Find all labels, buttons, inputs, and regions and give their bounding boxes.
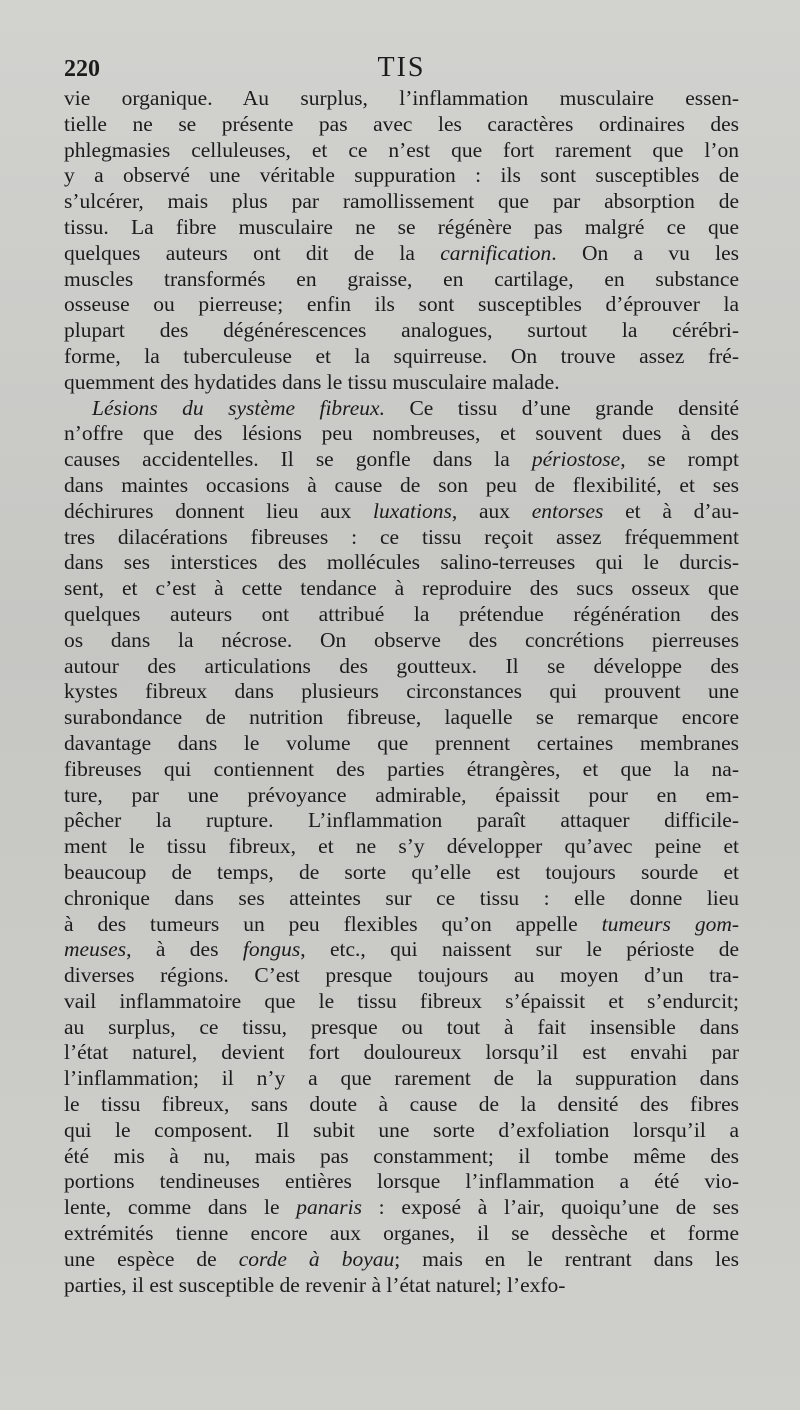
text-line: tissu. La fibre musculaire ne se régénère pas malgré ce que [64, 214, 739, 239]
text-line: tres dilacérations fibreuses : ce tissu reçoit assez fréquemment [64, 524, 739, 549]
text-line: été mis à nu, mais pas constamment; il tombe même des [64, 1143, 739, 1168]
text-line: phlegmasies celluleuses, et ce n’est que fort rarement que l’on [64, 137, 739, 162]
text-line: vail inflammatoire que le tissu fibreux s’épaissit et s’endurcit; [64, 988, 739, 1013]
text-line: sent, et c’est à cette tendance à reproduire des sucs osseux que [64, 576, 739, 601]
text-line: n’offre que des lésions peu nombreuses, et souvent dues à des [64, 421, 739, 446]
text-line: portions tendineuses entières lorsque l’inflammation a été vio- [64, 1169, 739, 1194]
text-line: qui le composent. Il subit une sorte d’exfoliation lorsqu’il a [64, 1117, 739, 1142]
text-line: à des tumeurs un peu flexibles qu’on appelle tumeurs gom- [64, 911, 739, 936]
text-line: osseuse ou pierreuse; enfin ils sont susceptibles d’éprouver la [64, 292, 739, 317]
text-line: ment le tissu fibreux, et ne s’y développer qu’avec peine et [64, 834, 739, 859]
text-line: muscles transformés en graisse, en cartilage, en substance [64, 266, 739, 291]
text-line: autour des articulations des goutteux. Il se développe des [64, 653, 739, 678]
text-line: davantage dans le volume que prennent certaines membranes [64, 730, 739, 755]
text-line: meuses, à des fongus, etc., qui naissent sur le périoste de [64, 937, 739, 962]
text-line: fibreuses qui contiennent des parties étrangères, et que la na- [64, 756, 739, 781]
text-line: y a observé une véritable suppuration : ils sont susceptibles de [64, 163, 739, 188]
text-line: une espèce de corde à boyau; mais en le rentrant dans les [64, 1246, 739, 1271]
text-line: l’inflammation; il n’y a que rarement de la suppuration dans [64, 1066, 739, 1091]
body-text [64, 86, 739, 1298]
text-line: pêcher la rupture. L’inflammation paraît attaquer difficile- [64, 808, 739, 833]
text-line: déchirures donnent lieu aux luxations, aux entorses et à d’au- [64, 498, 739, 523]
text-line: l’état naturel, devient fort douloureux lorsqu’il est envahi par [64, 1040, 739, 1065]
text-line: vie organique. Au surplus, l’inflammation musculaire essen- [64, 86, 739, 110]
text-line: s’ulcérer, mais plus par ramollissement que par absorption de [64, 189, 739, 214]
text-line: plupart des dégénérescences analogues, surtout la cérébri- [64, 318, 739, 343]
text-line: os dans la nécrose. On observe des concrétions pierreuses [64, 627, 739, 652]
text-line: dans ses interstices des mollécules salino-terreuses qui le durcis- [64, 550, 739, 575]
text-line: causes accidentelles. Il se gonfle dans la périostose, se rompt [64, 447, 739, 472]
text-line: le tissu fibreux, sans doute à cause de la densité des fibres [64, 1092, 739, 1117]
text-line: forme, la tuberculeuse et la squirreuse. On trouve assez fré- [64, 343, 739, 368]
text-line: quelques auteurs ont dit de la carnification. On a vu les [64, 240, 739, 265]
text-line: kystes fibreux dans plusieurs circonstances qui prouvent une [64, 679, 739, 704]
text-line: Lésions du système fibreux. Ce tissu d’une grande densité [92, 395, 739, 420]
text-line: quemment des hydatides dans le tissu musculaire malade. [64, 369, 560, 394]
text-line: tielle ne se présente pas avec les caractères ordinaires des [64, 111, 739, 136]
text-line: diverses régions. C’est presque toujours au moyen d’un tra- [64, 963, 739, 988]
text-line: ture, par une prévoyance admirable, épaissit pour en em- [64, 782, 739, 807]
text-line: chronique dans ses atteintes sur ce tissu : elle donne lieu [64, 885, 739, 910]
text-line: lente, comme dans le panaris : exposé à l’air, quoiqu’une de ses [64, 1195, 739, 1220]
text-line: quelques auteurs ont attribué la prétendue régénération des [64, 601, 739, 626]
text-line: extrémités tienne encore aux organes, il se dessèche et forme [64, 1221, 739, 1246]
text-line: surabondance de nutrition fibreuse, laquelle se remarque encore [64, 705, 739, 730]
page-number: 220 [64, 56, 100, 82]
text-line: dans maintes occasions à cause de son peu de flexibilité, et ses [64, 472, 739, 497]
page-header [64, 52, 739, 86]
text-line: beaucoup de temps, de sorte qu’elle est toujours sourde et [64, 859, 739, 884]
text-line: parties, il est susceptible de revenir à l’état naturel; l’exfo- [64, 1272, 566, 1297]
running-head: TIS [377, 52, 426, 83]
text-line: au surplus, ce tissu, presque ou tout à fait insensible dans [64, 1014, 739, 1039]
